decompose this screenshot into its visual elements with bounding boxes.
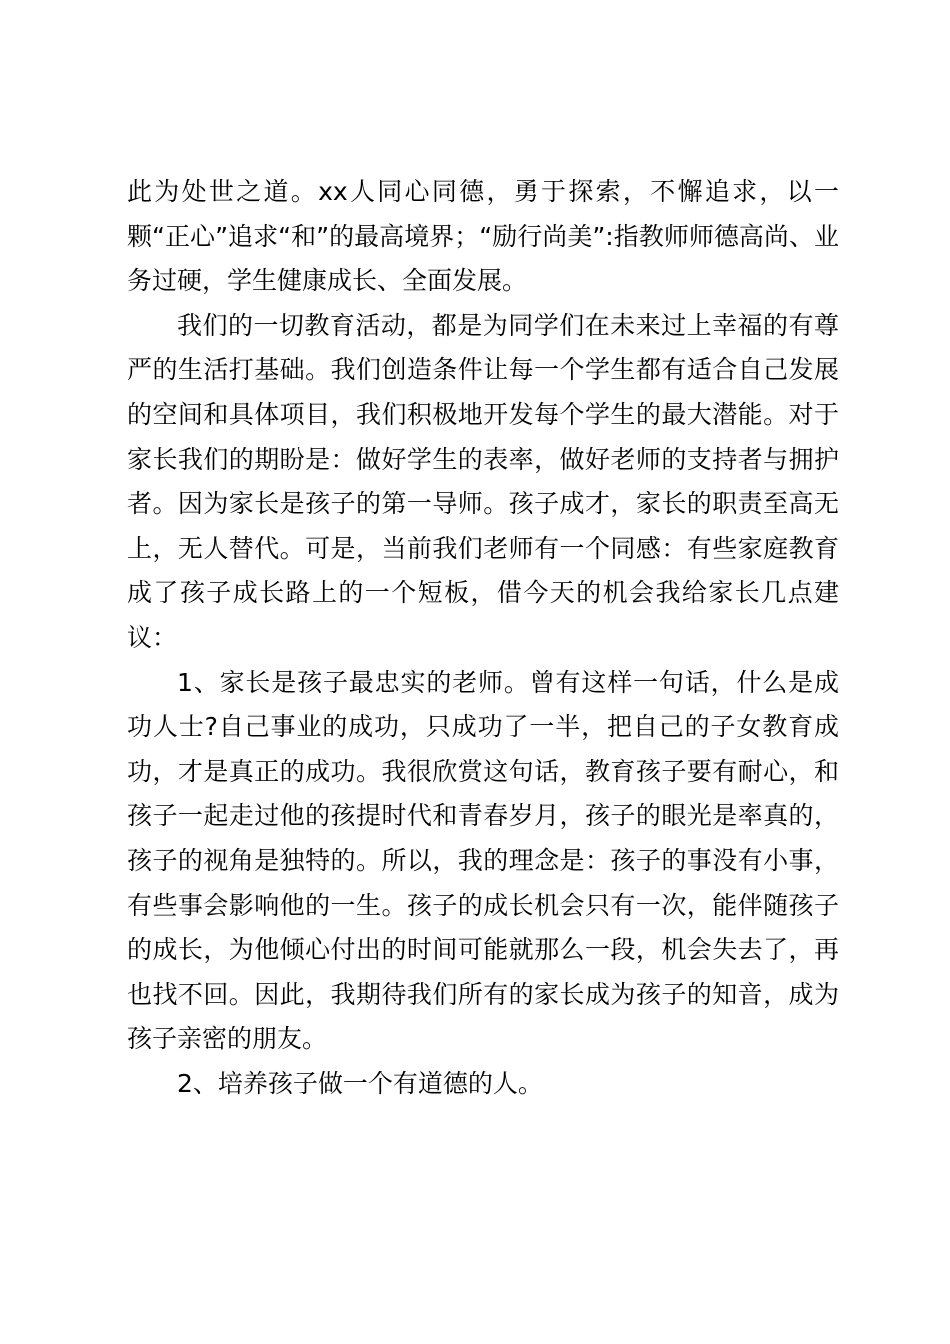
paragraph-education-activities: 我们的一切教育活动，都是为同学们在未来过上幸福的有尊严的生活打基础。我们创造条件让每一个学生都有适合自己发展的空间和具体项目，我们积极地开发每个学生的最大潜能。对于家长我们的期盼是：做好学生的表率，做好老师的支持者与拥护者。因为家长是孩子的第一导师。孩子成才，家长的职责至高无上，无人替代。可是，当前我们老师有一个同感：有些家庭教育成了孩子成长路上的一个短板，借今天的机会我给家长几点建议： — [127, 310, 839, 652]
paragraph-suggestion-1: 1、家长是孩子最忠实的老师。曾有这样一句话，什么是成功人士?自己事业的成功，只成功了一半，把自己的子女教育成功，才是真正的成功。我很欣赏这句话，教育孩子要有耐心，和孩子一起走过他的孩提时代和青春岁月，孩子的眼光是率真的，孩子的视角是独特的。所以，我的理念是：孩子的事没有小事，有些事会影响他的一生。孩子的成长机会只有一次，能伴随孩子的成长，为他倾心付出的时间可能就那么一段，机会失去了，再也找不回。因此，我期待我们所有的家长成为孩子的知音，成为孩子亲密的朋友。 — [127, 667, 839, 1054]
document-body — [127, 170, 839, 1106]
paragraph-continuation: 此为处世之道。xx人同心同德，勇于探索，不懈追求，以一颗“正心”追求“和”的最高境界；“励行尚美”:指教师师德高尚、业务过硬，学生健康成长、全面发展。 — [127, 177, 839, 296]
paragraph-suggestion-2: 2、培养孩子做一个有道德的人。 — [177, 1068, 543, 1098]
